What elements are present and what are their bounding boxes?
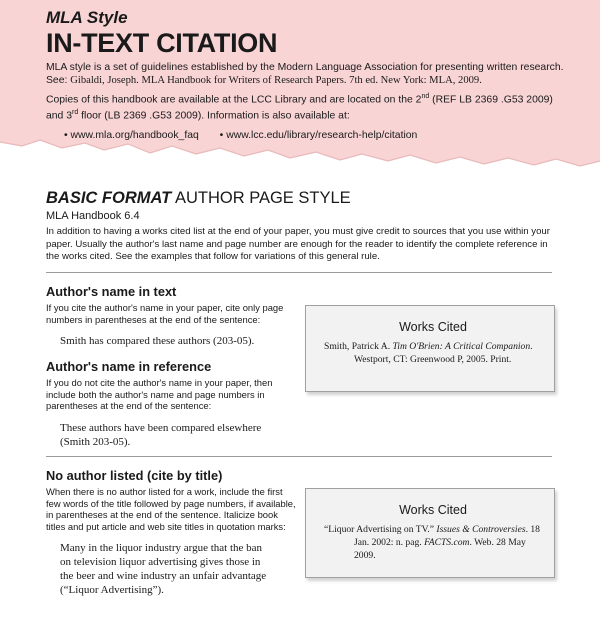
example-text: Smith has compared these authors (203-05). xyxy=(60,335,255,348)
card-title: Works Cited xyxy=(399,503,467,517)
link-item[interactable]: • www.lcc.edu/library/research-help/citation xyxy=(219,129,418,141)
header-content xyxy=(46,8,566,141)
example-line: These authors have been compared elsewhere xyxy=(60,421,262,434)
section-subheading: MLA Handbook 6.4 xyxy=(46,210,140,222)
divider xyxy=(46,272,552,273)
subsection-title: Author's name in text xyxy=(46,284,177,299)
section-author-in-text xyxy=(46,284,296,348)
link-lcc[interactable]: www.lcc.edu/library/research-help/citation xyxy=(226,129,418,141)
basic-format-section xyxy=(46,188,556,264)
works-cited-card-1 xyxy=(305,305,555,392)
kicker: MLA Style xyxy=(46,8,128,27)
example-block xyxy=(60,541,296,597)
page-title: IN-TEXT CITATION xyxy=(46,28,278,58)
card-title: Works Cited xyxy=(399,320,467,334)
works-cited-card-2 xyxy=(305,488,555,578)
copies-note: Copies of this handbook are available at the LCC Library and are located on the 2nd (REF LB 2369 .G53 2009) and 3rd floor (LB 2369 .G53 2009). Information is also available at: xyxy=(46,93,553,122)
example-line: the beer and wine industry an unfair advantage xyxy=(60,570,267,583)
link-list xyxy=(64,130,566,141)
section-author-in-reference xyxy=(46,359,296,449)
example-line: on television liquor advertising gives those in xyxy=(60,556,261,569)
section-no-author xyxy=(46,468,296,597)
subsection-body: If you do not cite the author's name in your paper, then include both the author's name and page numbers in parentheses at the end of the sentence: xyxy=(46,377,273,412)
link-mla[interactable]: www.mla.org/handbook_faq xyxy=(70,129,199,141)
subsection-title: Author's name in reference xyxy=(46,359,212,374)
subsection-title: No author listed (cite by title) xyxy=(46,468,223,483)
example-line: (“Liquor Advertising”). xyxy=(60,584,164,597)
subsection-body: If you cite the author's name in your paper, cite only page numbers in parentheses at the end of the sentence: xyxy=(46,302,284,325)
handbook-reference: Gibaldi, Joseph. MLA Handbook for Writers of Research Papers. 7th ed. New York: MLA, 2009. xyxy=(70,75,482,86)
example-line: (Smith 203-05). xyxy=(60,435,131,448)
divider xyxy=(46,456,552,457)
citation: “Liquor Advertising on TV.” Issues & Controversies. 18 Jan. 2002: n. pag. FACTS.com. Web. 28 May 2009. xyxy=(324,524,540,561)
header-intro: MLA style is a set of guidelines established by the Modern Language Association for presenting written research. See: Gibaldi, Joseph. MLA Handbook for Writers of Research Papers. 7th ed. New York: MLA, 2009. xyxy=(46,62,564,86)
section-heading: BASIC FORMAT AUTHOR PAGE STYLE xyxy=(46,189,351,207)
link-item[interactable]: • www.mla.org/handbook_faq xyxy=(64,129,199,141)
example-line: Many in the liquor industry argue that the ban xyxy=(60,542,263,555)
subsection-body: When there is no author listed for a work, include the first few words of the title followed by page numbers, if available, in parentheses at the end of the sentence. Italicize book titles and put article and web site titles in quotation marks: xyxy=(46,486,296,532)
section-intro: In addition to having a works cited list at the end of your paper, you must give credit to sources that you use within your paper. Usually the author's last name and page number are enough for the reader to identify the complete reference in the works cited. See the examples that follow for variations of this general rule. xyxy=(46,226,550,262)
citation: Smith, Patrick A. Tim O'Brien: A Critical Companion. Westport, CT: Greenwood P, 2005. Print. xyxy=(324,341,533,365)
